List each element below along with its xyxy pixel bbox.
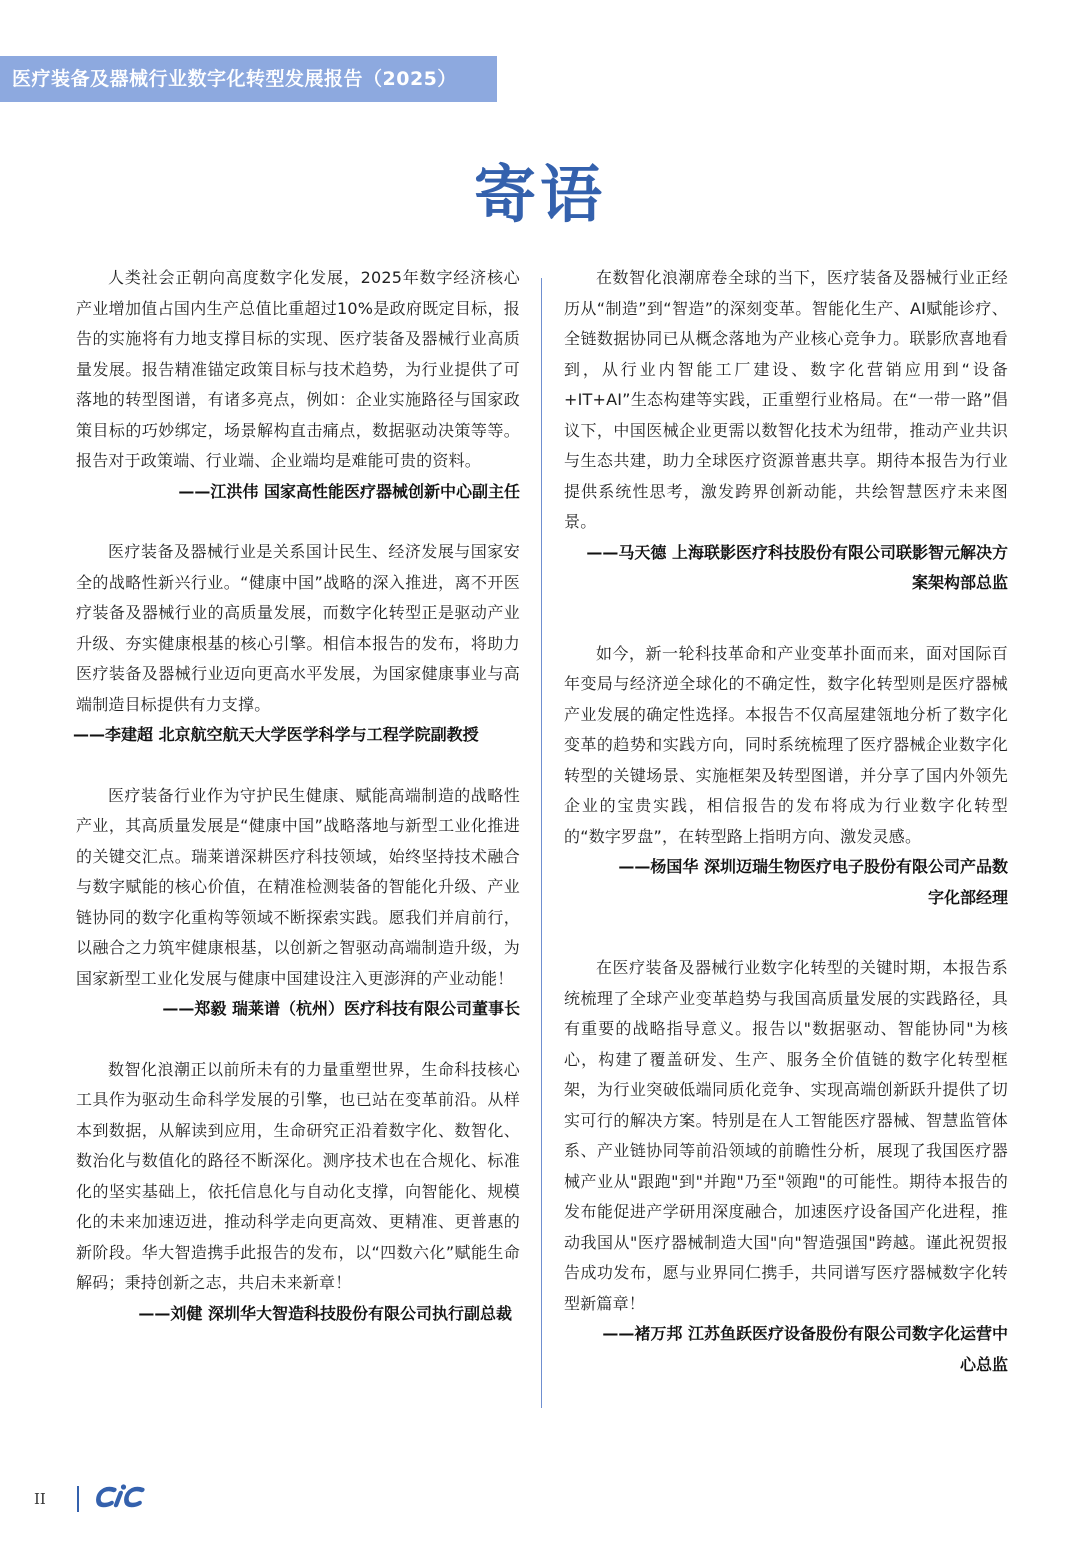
message-paragraph: 在医疗装备及器械行业数字化转型的关键时期，本报告系统梳理了全球产业变革趋势与我国高质量发展的实践路径，具有重要的战略指导意义。报告以"数据驱动、智能协同"为核心，构建了覆盖研发、生产、服务全价值链的数字化转型框架，为行业突破低端同质化竞争、实现高端创新跃升提供了切实可行的解决方案。特别是在人工智能医疗器械、智慧监管体系、产业链协同等前沿领域的前瞻性分析，展现了我国医疗器械产业从"跟跑"到"并跑"乃至"领跑"的可能性。期待本报告的发布能促进产学研用深度融合，加速医疗设备国产化进程，推动我国从"医疗器械制造大国"向"智造强国"跨越。谨此祝贺报告成功发布，愿与业界同仁携手，共同谱写医疗器械数字化转型新篇章！ [564, 958, 1008, 1313]
right-column [564, 263, 1008, 1380]
column-divider [541, 278, 542, 1408]
message-paragraph: 人类社会正朝向高度数字化发展，2025年数字经济核心产业增加值占国内生产总值比重超过10%是政府既定目标，报告的实施将有力地支撑目标的实现、医疗装备及器械行业高质量发展。报告精准锚定政策目标与技术趋势，为行业提供了可落地的转型图谱，有诸多亮点，例如：企业实施路径与国家政策目标的巧妙绑定，场景解构直击痛点，数据驱动决策等等。报告对于政策端、行业端、企业端均是难能可贵的资料。 [76, 268, 520, 470]
report-title: 医疗装备及器械行业数字化转型发展报告（2025） [12, 68, 457, 90]
message-signature: ——褚万邦 江苏鱼跃医疗设备股份有限公司数字化运营中心总监 [602, 1324, 1008, 1374]
message-signature: ——郑毅 瑞莱谱（杭州）医疗科技有限公司董事长 [162, 999, 520, 1018]
message-signature: ——李建超 北京航空航天大学医学科学与工程学院副教授 [73, 725, 479, 744]
left-column [73, 263, 520, 1329]
message-paragraph: 在数智化浪潮席卷全球的当下，医疗装备及器械行业正经历从“制造”到“智造”的深刻变革。智能化生产、AI赋能诊疗、全链数据协同已从概念落地为产业核心竞争力。联影欣喜地看到，从行业内智能工厂建设、数字化营销应用到“设备+IT+AI”生态构建等实践，正重塑行业格局。在“一带一路”倡议下，中国医械企业更需以数智化技术为纽带，推动产业共识与生态共建，助力全球医疗资源普惠共享。期待本报告为行业提供系统性思考，激发跨界创新动能，共绘智慧医疗未来图景。 [564, 268, 1008, 531]
message-paragraph: 医疗装备及器械行业是关系国计民生、经济发展与国家安全的战略性新兴行业。“健康中国”战略的深入推进，离不开医疗装备及器械行业的高质量发展，而数字化转型正是驱动产业升级、夯实健康根基的核心引擎。相信本报告的发布，将助力医疗装备及器械行业迈向更高水平发展，为国家健康事业与高端制造目标提供有力支撑。 [76, 542, 520, 714]
page-title: 寄语 [473, 158, 606, 231]
message-paragraph: 医疗装备行业作为守护民生健康、赋能高端制造的战略性产业，其高质量发展是“健康中国”战略落地与新型工业化推进的关键交汇点。瑞莱谱深耕医疗科技领域，始终坚持技术融合与数字赋能的核心价值，在精准检测装备的智能化升级、产业链协同的数字化重构等领域不断探索实践。愿我们并肩前行，以融合之力筑牢健康根基，以创新之智驱动高端制造升级，为国家新型工业化发展与健康中国建设注入更澎湃的产业动能！ [76, 785, 520, 988]
message-signature: ——杨国华 深圳迈瑞生物医疗电子股份有限公司产品数字化部经理 [618, 857, 1008, 907]
cic-logo [96, 1482, 152, 1514]
message-signature: ——刘健 深圳华大智造科技股份有限公司执行副总裁 [138, 1303, 512, 1323]
message-paragraph: 如今，新一轮科技革命和产业变革扑面而来，面对国际百年变局与经济逆全球化的不确定性，数字化转型则是医疗器械产业发展的确定性选择。本报告不仅高屋建瓴地分析了数字化变革的趋势和实践方向，同时系统梳理了医疗器械企业数字化转型的关键场景、实施框架及转型图谱，并分享了国内外领先企业的宝贵实践，相信报告的发布将成为行业数字化转型的“数字罗盘”，在转型路上指明方向、激发灵感。 [564, 643, 1008, 846]
footer-divider [77, 1486, 79, 1512]
message-signature: ——马天德 上海联影医疗科技股份有限公司联影智元解决方案架构部总监 [586, 542, 1008, 592]
message-paragraph: 数智化浪潮正以前所未有的力量重塑世界，生命科技核心工具作为驱动生命科学发展的引擎，也已站在变革前沿。从样本到数据，从解读到应用，生命研究正沿着数字化、数智化、数治化与数值化的路径不断深化。测序技术也在合规化、标准化的坚实基础上，依托信息化与自动化支撑，向智能化、规模化的未来加速迈进，推动科学走向更高效、更精准、更普惠的新阶段。华大智造携手此报告的发布，以“四数六化”赋能生命解码；秉持创新之志，共启未来新章！ [76, 1059, 520, 1292]
report-header-bar [0, 56, 497, 102]
page-number: II [34, 1490, 46, 1508]
message-signature: ——江洪伟 国家高性能医疗器械创新中心副主任 [178, 481, 520, 501]
